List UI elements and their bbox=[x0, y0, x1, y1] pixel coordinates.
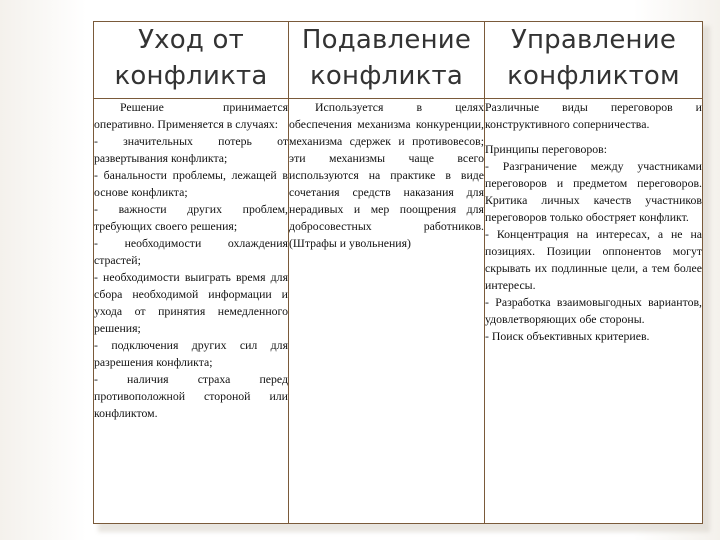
header-suppression bbox=[289, 22, 485, 99]
management-intro: Различные виды переговоров и конструктивного соперничества. bbox=[485, 100, 702, 131]
conflict-strategies-table bbox=[93, 21, 703, 524]
header-avoidance-line2: конфликта bbox=[114, 61, 268, 91]
header-management-line2: конфликтом bbox=[507, 61, 680, 91]
principles-title: Принципы переговоров: bbox=[485, 142, 608, 156]
header-management bbox=[485, 22, 703, 99]
avoidance-item: - наличия страха перед противоположной стороной или конфликтом. bbox=[94, 372, 288, 420]
header-avoidance-line1: Уход от bbox=[138, 25, 244, 55]
principle-item: - Разграничение между участниками переговоров и предметом переговоров. Критика личных качеств участников переговоров только обостряет конфликт. bbox=[485, 159, 702, 224]
header-avoidance bbox=[94, 22, 289, 99]
header-suppression-line1: Подавление bbox=[301, 25, 472, 55]
body-row bbox=[94, 99, 703, 524]
avoidance-intro: Решение принимается оперативно. Применяется в случаях: bbox=[94, 100, 288, 131]
avoidance-item: - значительных потерь от развертывания конфликта; bbox=[94, 134, 288, 165]
avoidance-item: - подключения других сил для разрешения конфликта; bbox=[94, 338, 288, 369]
cell-avoidance bbox=[94, 99, 289, 524]
principle-item: - Поиск объективных критериев. bbox=[485, 329, 650, 343]
suppression-text: Используется в целях обеспечения механизма конкуренции, механизма сдержек и противовесов; эти механизмы чаще всего используются на практике в виде сочетания средств наказания для нерадивых и мер поощрения для добросовестных работников. (Штрафы и увольнения) bbox=[289, 100, 484, 250]
header-suppression-line2: конфликта bbox=[310, 61, 463, 91]
avoidance-item: - важности других проблем, требующих своего решения; bbox=[94, 202, 288, 233]
header-row bbox=[94, 22, 703, 99]
avoidance-item: - необходимости охлаждения страстей; bbox=[94, 236, 288, 267]
principle-item: - Концентрация на интересах, а не на позициях. Позиции оппонентов могут скрывать их подлинные цели, а тем более интересы. bbox=[485, 227, 702, 292]
cell-suppression bbox=[289, 99, 485, 524]
avoidance-item: - банальности проблемы, лежащей в основе конфликта; bbox=[94, 168, 288, 199]
header-management-line1: Управление bbox=[510, 25, 677, 55]
avoidance-item: - необходимости выиграть время для сбора необходимой информации и ухода от принятия немедленного решения; bbox=[94, 270, 288, 335]
cell-management bbox=[485, 99, 703, 524]
principle-item: - Разработка взаимовыгодных вариантов, удовлетворяющих обе стороны. bbox=[485, 295, 702, 326]
